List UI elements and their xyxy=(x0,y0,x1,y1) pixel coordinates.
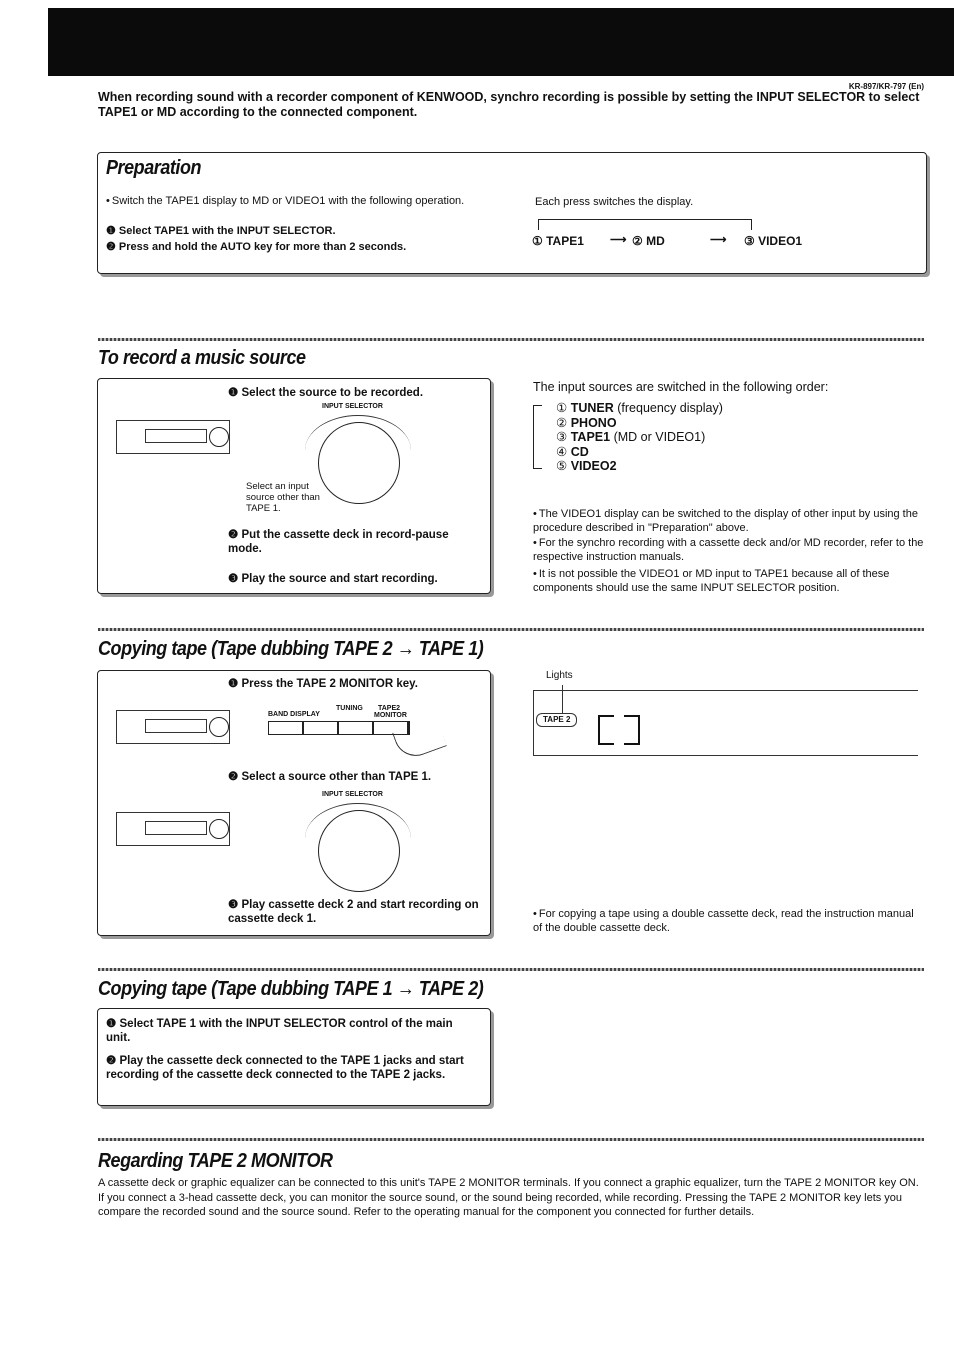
step-text: Select the source to be recorded. xyxy=(241,387,424,399)
section-rule xyxy=(98,628,924,631)
each-press-text: Each press switches the display. xyxy=(535,196,694,208)
arrow-icon: ⟶ xyxy=(610,234,627,246)
cycle-bracket xyxy=(538,219,752,230)
knob-arc-icon xyxy=(305,803,411,874)
source-item: ⑤ VIDEO2 xyxy=(556,459,617,473)
source-list xyxy=(556,401,723,474)
dub12-step-1: ❶ Select TAPE 1 with the INPUT SELECTOR control of the main unit. xyxy=(106,1018,453,1044)
step-text: Play cassette deck 2 and start recording on cassette deck 1. xyxy=(228,899,479,925)
cycle-item-video1: ③ VIDEO1 xyxy=(744,234,803,248)
step-text: Play the cassette deck connected to the TAPE 1 jacks and start recording of the cassette deck connected to the TAPE 2 jacks. xyxy=(106,1055,464,1081)
record-note: • For the synchro recording with a cassette deck and/or MD recorder, refer to the respective instruction manuals. xyxy=(533,536,925,564)
preparation-step-1: ❶ Select TAPE1 with the INPUT SELECTOR. xyxy=(106,225,336,237)
selector-knob-icon xyxy=(209,427,229,447)
knob-arc-icon xyxy=(305,415,411,486)
record-title: To record a music source xyxy=(98,347,306,369)
source-item: ③ TAPE1 (MD or VIDEO1) xyxy=(556,430,706,444)
segment-digit-icon xyxy=(598,715,614,745)
record-step-1: ❶ Select the source to be recorded. xyxy=(228,387,424,399)
segment-digit-icon xyxy=(624,715,640,745)
section-rule xyxy=(98,1138,924,1141)
dub21-note: • For copying a tape using a double cassette deck, read the instruction manual of the double cassette deck. xyxy=(533,907,925,935)
monitor-title: Regarding TAPE 2 MONITOR xyxy=(98,1150,333,1172)
section-rule xyxy=(98,338,924,341)
preparation-bullet: • Switch the TAPE1 display to MD or VIDEO1 with the following operation. xyxy=(106,195,491,208)
selector-knob-icon xyxy=(209,717,229,737)
step-text: Select a source other than TAPE 1. xyxy=(241,771,432,783)
preparation-step-2: ❷ Press and hold the AUTO key for more than 2 seconds. xyxy=(106,241,407,253)
display-window xyxy=(145,429,207,443)
model-number: KR-897/KR-797 (En) xyxy=(848,82,924,91)
preparation-box xyxy=(97,152,927,274)
knob-label: INPUT SELECTOR xyxy=(322,403,383,410)
record-note: • It is not possible the VIDEO1 or MD input to TAPE1 because all of these components should use the same INPUT SELECTOR position. xyxy=(533,567,925,595)
source-item: ① TUNER (frequency display) xyxy=(556,401,723,415)
header-bar xyxy=(48,8,954,76)
source-item: ④ CD xyxy=(556,444,589,459)
step-text: Select TAPE1 with the INPUT SELECTOR. xyxy=(118,225,336,237)
indicator-pointer-line xyxy=(562,685,563,713)
step-text: Press the TAPE 2 MONITOR key. xyxy=(241,678,418,690)
step-text: Select TAPE 1 with the INPUT SELECTOR control of the main unit. xyxy=(106,1018,453,1044)
intro-text: When recording sound with a recorder component of KENWOOD, synchro recording is possible by setting the INPUT SELECTOR to select TAPE1 or MD according to the connected component. xyxy=(98,90,920,119)
key-label-tuning: TUNING xyxy=(336,705,363,712)
monitor-body: A cassette deck or graphic equalizer can be connected to this unit's TAPE 2 MONITOR terminals. If you connect a graphic equalizer, turn the TAPE 2 MONITOR key ON. If you connect a 3-head cassette deck, you can monitor the source sound, or the sound being recorded, while recording. Pressing the TAPE 2 MONITOR key lets you compare the recorded sound and the source sound. Refer to the operating manual for the component you connected for further details. xyxy=(98,1177,919,1218)
dub21-step-2: ❷ Select a source other than TAPE 1. xyxy=(228,771,432,783)
order-intro: The input sources are switched in the following order: xyxy=(533,380,829,394)
dub12-step-2: ❷ Play the cassette deck connected to the TAPE 1 jacks and start recording of the cassette deck connected to the TAPE 2 jacks. xyxy=(106,1055,464,1081)
key-label-band: BAND DISPLAY xyxy=(268,711,320,718)
arrow-icon: ⟶ xyxy=(710,234,727,246)
step-text: Play the source and start recording. xyxy=(241,573,438,585)
dub21-title: Copying tape (Tape dubbing TAPE 2 → TAPE 1) xyxy=(98,638,484,660)
dub21-step-3: ❸ Play cassette deck 2 and start recording on cassette deck 1. xyxy=(228,899,479,925)
record-step-2: ❷ Put the cassette deck in record-pause mode. xyxy=(228,529,449,555)
receiver-illustration xyxy=(116,710,230,744)
dub12-title: Copying tape (Tape dubbing TAPE 1 → TAPE 2) xyxy=(98,978,484,1000)
dub21-step-1: ❶ Press the TAPE 2 MONITOR key. xyxy=(228,678,418,690)
record-step-3: ❸ Play the source and start recording. xyxy=(228,573,438,585)
record-note: • The VIDEO1 display can be switched to the display of other input by using the procedure described in "Preparation" above. xyxy=(533,507,925,535)
display-window xyxy=(145,719,207,733)
section-rule xyxy=(98,968,924,971)
cycle-item-tape1: ① TAPE1 xyxy=(532,234,584,248)
knob-note: Select an input source other than TAPE 1. xyxy=(246,481,320,514)
key-label-tape2: TAPE2 xyxy=(378,705,401,712)
preparation-title: Preparation xyxy=(106,157,202,179)
cycle-item-md: ② MD xyxy=(632,234,665,248)
key-row xyxy=(268,721,410,735)
order-bracket xyxy=(533,405,542,469)
key-label-monitor: MONITOR xyxy=(374,712,407,719)
knob-label: INPUT SELECTOR xyxy=(322,791,383,798)
step-text: Press and hold the AUTO key for more than 2 seconds. xyxy=(118,241,407,253)
indicator-display xyxy=(533,690,918,756)
receiver-illustration xyxy=(116,420,230,454)
source-item: ② PHONO xyxy=(556,415,617,430)
selector-knob-icon xyxy=(209,819,229,839)
lights-label: Lights xyxy=(546,670,573,681)
tape2-indicator: TAPE 2 xyxy=(536,713,577,727)
step-text: Put the cassette deck in record-pause mode. xyxy=(228,529,449,555)
display-window xyxy=(145,821,207,835)
receiver-illustration xyxy=(116,812,230,846)
